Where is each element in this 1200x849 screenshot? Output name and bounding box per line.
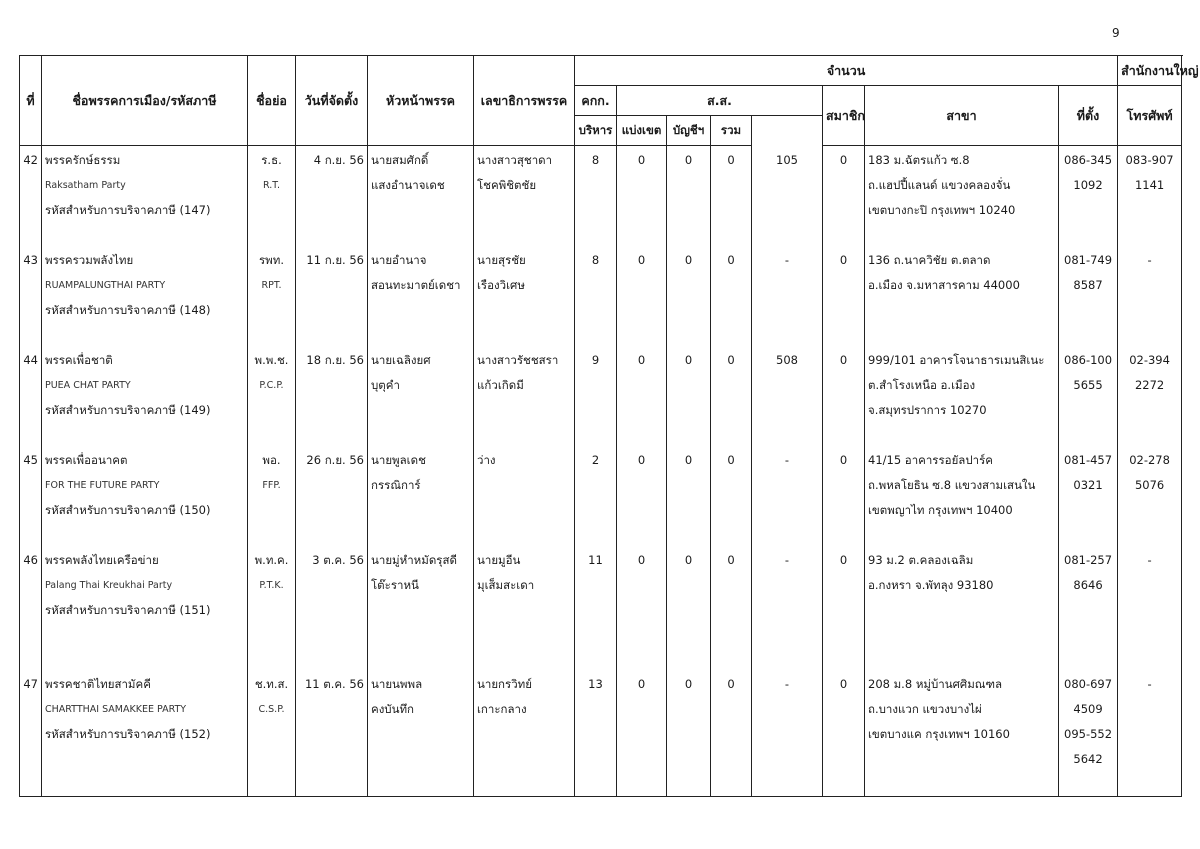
address-line: อ.กงหรา จ.พัทลุง 93180 [868, 577, 994, 592]
executive-count: 9 [591, 352, 600, 367]
address-line: ถ.แฮปปี้แลนด์ แขวงคลองจั่น [868, 178, 1011, 192]
address-line: ต.สำโรงเหนือ อ.เมือง [868, 377, 976, 392]
mp-total-count: 0 [727, 153, 735, 167]
mp-district-count: 0 [637, 452, 646, 467]
leader-cell [368, 546, 474, 670]
secretary-cell [474, 146, 575, 246]
fax-cell [1118, 246, 1182, 346]
founded-date: 4 ก.ย. 56 [313, 153, 364, 167]
members-count-cell [752, 546, 823, 670]
table-row [20, 146, 1182, 246]
mp-list-count: 0 [684, 452, 693, 467]
fax-cell [1118, 346, 1182, 446]
row-number-value: 45 [23, 452, 38, 467]
leader-name-line: นายมู่หำหมัดรุสดี [371, 552, 457, 567]
leader-name-line: นายสมศักดิ์ [371, 153, 429, 167]
abbreviation-cell [248, 670, 296, 797]
table-row [20, 670, 1182, 797]
executive-count-cell [575, 446, 617, 546]
address-line: ถ.บางแวก แขวงบางไผ่ [868, 701, 982, 716]
phone-cell [1059, 346, 1118, 446]
mp-list-count-cell [667, 446, 711, 546]
secretary-name-line: เกาะกลาง [477, 701, 527, 716]
party-name-english: PUEA CHAT PARTY [45, 379, 131, 391]
leader-name-line: นายพูลเดช [371, 452, 426, 467]
mp-district-count: 0 [637, 352, 646, 367]
address-cell [865, 670, 1059, 797]
leader-name-line: กรรณิการ์ [371, 477, 421, 492]
header-no: ที่ [20, 56, 42, 146]
secretary-name-line: นายมูอีน [477, 552, 521, 567]
party-name-cell [42, 446, 248, 546]
party-name-english: CHARTTHAI SAMAKKEE PARTY [45, 703, 187, 715]
leader-name-line: คงบันทึก [371, 701, 415, 716]
fax-line: 083-907 [1125, 153, 1174, 167]
phone-cell [1059, 546, 1118, 670]
executive-count: 13 [588, 676, 603, 691]
address-cell [865, 546, 1059, 670]
founded-date: 11 ก.ย. 56 [306, 252, 364, 267]
abbreviation-thai: รพท. [259, 252, 284, 267]
secretary-name-line: เรืองวิเศษ [477, 277, 525, 292]
leader-name-line: สอนทะมาตย์เดชา [371, 277, 461, 292]
party-name-english: RUAMPALUNGTHAI PARTY [45, 279, 166, 291]
abbreviation-english: P.T.K. [259, 579, 284, 591]
row-number [20, 246, 42, 346]
secretary-cell [474, 670, 575, 797]
mp-district-count-cell [617, 146, 667, 246]
phone-line: 4509 [1073, 701, 1103, 716]
phone-line: 081-749 [1064, 252, 1113, 267]
mp-total-count-cell [711, 246, 752, 346]
abbreviation-cell [248, 546, 296, 670]
secretary-cell [474, 546, 575, 670]
abbreviation-english: C.S.P. [258, 703, 285, 715]
phone-cell [1059, 670, 1118, 797]
members-count-cell [752, 446, 823, 546]
phone-cell [1059, 446, 1118, 546]
phone-cell [1059, 246, 1118, 346]
party-name-thai: พรรครักษ์ธรรม [45, 153, 121, 167]
address-line: 999/101 อาคารโจนาธารเมนสิเนะ [868, 352, 1045, 367]
address-cell [865, 246, 1059, 346]
party-name-thai: พรรคเพื่ออนาคต [45, 452, 128, 467]
address-line: เขตบางกะปิ กรุงเทพฯ 10240 [868, 203, 1016, 217]
address-line: อ.เมือง จ.มหาสารคาม 44000 [868, 277, 1020, 292]
address-line: 41/15 อาคารรอยัลปาร์ค [868, 452, 993, 467]
phone-line: 095-552 [1064, 726, 1113, 741]
tax-donation-code: รหัสสำหรับการบริจาคภาษี (151) [45, 602, 211, 617]
branches-count: 0 [839, 452, 848, 467]
secretary-name-line: นางสาวสุชาดา [477, 153, 553, 167]
header-founded-date: วันที่จัดตั้ง [296, 56, 368, 146]
mp-list-count: 0 [684, 252, 693, 267]
executive-count-cell [575, 670, 617, 797]
party-name-thai: พรรคพลังไทยเครือข่าย [45, 552, 159, 567]
table-row [20, 246, 1182, 346]
fax-line: - [1147, 252, 1152, 267]
tax-donation-code: รหัสสำหรับการบริจาคภาษี (150) [45, 502, 211, 517]
party-name-cell [42, 246, 248, 346]
mp-list-count: 0 [684, 153, 693, 167]
abbreviation-cell [248, 146, 296, 246]
branches-count-cell [823, 246, 865, 346]
secretary-name-line: แก้วเกิดมี [477, 377, 524, 392]
abbreviation-thai: ร.ธ. [261, 153, 282, 167]
fax-line: 5076 [1134, 477, 1165, 492]
abbreviation-thai: พอ. [262, 452, 281, 467]
branches-count: 0 [839, 252, 848, 267]
fax-line: - [1147, 552, 1152, 567]
mp-district-count: 0 [637, 153, 646, 167]
members-count-cell [752, 670, 823, 797]
branches-count: 0 [839, 352, 848, 367]
founded-date: 3 ต.ค. 56 [312, 552, 364, 567]
branches-count-cell [823, 446, 865, 546]
party-name-cell [42, 546, 248, 670]
mp-district-count: 0 [637, 252, 646, 267]
phone-line: 5642 [1073, 751, 1103, 766]
page-number: 9 [1112, 26, 1120, 40]
branches-count: 0 [839, 153, 848, 167]
party-name-thai: พรรคเพื่อชาติ [45, 352, 113, 367]
founded-date-cell [296, 546, 368, 670]
address-cell [865, 346, 1059, 446]
row-number [20, 546, 42, 670]
mp-district-count: 0 [637, 676, 646, 691]
secretary-cell [474, 246, 575, 346]
abbreviation-english: P.C.P. [259, 379, 284, 391]
row-number-value: 43 [23, 252, 38, 267]
mp-list-count-cell [667, 246, 711, 346]
mp-district-count-cell [617, 670, 667, 797]
founded-date: 11 ต.ค. 56 [304, 676, 364, 691]
address-line: 93 ม.2 ต.คลองเฉลิม [868, 552, 974, 567]
address-line: จ.สมุทรปราการ 10270 [868, 402, 987, 417]
members-count: - [784, 676, 790, 691]
members-count-cell [752, 146, 823, 246]
founded-date-cell [296, 146, 368, 246]
party-name-cell [42, 346, 248, 446]
party-name-english: FOR THE FUTURE PARTY [45, 479, 160, 491]
branches-count: 0 [839, 552, 848, 567]
phone-line: 086-100 [1064, 352, 1113, 367]
address-line: 208 ม.8 หมู่บ้านศศิมณฑล [868, 676, 1003, 691]
tax-donation-code: รหัสสำหรับการบริจาคภาษี (152) [45, 726, 211, 741]
row-number-value: 44 [23, 352, 38, 367]
header-headquarters-group: สำนักงานใหญ่ [1118, 56, 1182, 86]
abbreviation-thai: พ.ท.ค. [254, 552, 289, 567]
executive-count: 8 [591, 252, 600, 267]
row-number [20, 446, 42, 546]
secretary-name-line: โชคพิชิตชัย [477, 178, 537, 192]
phone-line: 081-257 [1064, 552, 1113, 567]
secretary-name-line: มุเส็มสะเดา [477, 577, 535, 592]
phone-line: 1092 [1073, 178, 1103, 192]
mp-list-count: 0 [684, 352, 693, 367]
executive-count: 8 [591, 153, 600, 167]
mp-list-count-cell [667, 346, 711, 446]
row-number [20, 346, 42, 446]
header-party-leader: หัวหน้าพรรค [368, 56, 474, 146]
party-name-thai: พรรคชาติไทยสามัคคี [45, 676, 151, 691]
fax-cell [1118, 446, 1182, 546]
mp-total-count: 0 [727, 552, 735, 567]
header-members: สมาชิก [823, 86, 865, 146]
leader-name-line: แสงอำนาจเดช [371, 178, 445, 192]
mp-list-count: 0 [684, 676, 693, 691]
members-count: - [784, 452, 790, 467]
fax-line: 2272 [1134, 377, 1165, 392]
header-secretary-general: เลขาธิการพรรค [474, 56, 575, 146]
header-mp-group: ส.ส. [617, 86, 823, 116]
phone-line: 0321 [1073, 477, 1103, 492]
abbreviation-cell [248, 346, 296, 446]
mp-list-count-cell [667, 546, 711, 670]
branches-count-cell [823, 670, 865, 797]
executive-count-cell [575, 346, 617, 446]
party-name-cell [42, 670, 248, 797]
secretary-name-line: ว่าง [477, 452, 496, 467]
branches-count-cell [823, 146, 865, 246]
mp-total-count-cell [711, 670, 752, 797]
founded-date: 26 ก.ย. 56 [306, 452, 364, 467]
mp-district-count-cell [617, 346, 667, 446]
fax-cell [1118, 146, 1182, 246]
header-count-group: จำนวน [575, 56, 1118, 86]
phone-line: 8587 [1073, 277, 1103, 292]
mp-district-count-cell [617, 446, 667, 546]
abbreviation-cell [248, 446, 296, 546]
address-cell [865, 446, 1059, 546]
secretary-name-line: นายสุรชัย [477, 252, 526, 267]
mp-total-count: 0 [727, 252, 735, 267]
branches-count-cell [823, 546, 865, 670]
header-party-name: ชื่อพรรคการเมือง/รหัสภาษี [42, 56, 248, 146]
founded-date: 18 ก.ย. 56 [306, 352, 364, 367]
executive-count-cell [575, 246, 617, 346]
tax-donation-code: รหัสสำหรับการบริจาคภาษี (148) [45, 302, 211, 317]
phone-line: 5655 [1073, 377, 1103, 392]
secretary-cell [474, 446, 575, 546]
leader-cell [368, 346, 474, 446]
mp-district-count: 0 [637, 552, 646, 567]
founded-date-cell [296, 346, 368, 446]
mp-total-count-cell [711, 146, 752, 246]
header-mp-party-list: บัญชีฯ [667, 116, 711, 146]
phone-cell [1059, 146, 1118, 246]
members-count-cell [752, 246, 823, 346]
abbreviation-thai: พ.พ.ช. [254, 352, 289, 367]
row-number-value: 42 [23, 153, 38, 167]
tax-donation-code: รหัสสำหรับการบริจาคภาษี (147) [45, 203, 211, 217]
address-line: เขตบางแค กรุงเทพฯ 10160 [868, 726, 1010, 741]
members-count: 105 [776, 152, 798, 167]
leader-name-line: นายเฉลิงยศ [371, 352, 431, 367]
leader-cell [368, 670, 474, 797]
executive-count-cell [575, 546, 617, 670]
branches-count: 0 [839, 676, 848, 691]
fax-line: - [1147, 676, 1152, 691]
address-line: 136 ถ.นาควิชัย ต.ตลาด [868, 252, 991, 267]
leader-name-line: นายอำนาจ [371, 252, 427, 267]
leader-name-line: บุตุคำ [371, 377, 400, 392]
table-row [20, 346, 1182, 446]
address-line: 183 ม.ฉัตรแก้ว ซ.8 [868, 153, 970, 167]
abbreviation-english: R.T. [263, 180, 280, 191]
header-executive-board: บริหาร [575, 116, 617, 146]
fax-cell [1118, 546, 1182, 670]
mp-total-count-cell [711, 546, 752, 670]
abbreviation-thai: ช.ท.ส. [254, 676, 289, 691]
address-line: ถ.พหลโยธิน ซ.8 แขวงสามเสนใน [868, 477, 1036, 492]
table-body [20, 146, 1182, 797]
members-count: - [784, 252, 790, 267]
abbreviation-english: RPT. [261, 279, 282, 291]
secretary-name-line: นางสาวรัชชสรา [477, 352, 559, 367]
fax-line: 1141 [1134, 178, 1165, 192]
mp-total-count-cell [711, 346, 752, 446]
header-executive-committee: คกก. [575, 86, 617, 116]
row-number-value: 46 [23, 552, 38, 567]
fax-cell [1118, 670, 1182, 797]
phone-line: 8646 [1073, 577, 1103, 592]
row-number [20, 670, 42, 797]
founded-date-cell [296, 446, 368, 546]
table-row [20, 446, 1182, 546]
row-number-value: 47 [23, 676, 38, 691]
members-count: 508 [776, 352, 798, 367]
abbreviation-cell [248, 246, 296, 346]
phone-line: 080-697 [1064, 676, 1113, 691]
members-count: - [784, 552, 790, 567]
executive-count: 11 [588, 552, 603, 567]
executive-count-cell [575, 146, 617, 246]
row-number [20, 146, 42, 246]
secretary-name-line: นายกรวิทย์ [477, 676, 532, 691]
fax-line: 02-278 [1129, 452, 1170, 467]
header-phone: โทรศัพท์ [1118, 86, 1182, 146]
leader-name-line: นายนพพล [371, 676, 423, 691]
party-name-thai: พรรครวมพลังไทย [45, 252, 134, 267]
header-branches: สาขา [865, 86, 1059, 146]
founded-date-cell [296, 246, 368, 346]
party-name-english: Palang Thai Kreukhai Party [45, 579, 173, 591]
leader-cell [368, 446, 474, 546]
header-mp-district: แบ่งเขต [617, 116, 667, 146]
mp-list-count-cell [667, 146, 711, 246]
phone-line: 086-345 [1064, 153, 1113, 167]
founded-date-cell [296, 670, 368, 797]
political-parties-table [19, 55, 1199, 797]
party-name-english: Raksatham Party [45, 180, 126, 191]
mp-total-count: 0 [727, 676, 735, 691]
header-address: ที่ตั้ง [1059, 86, 1118, 146]
party-name-cell [42, 146, 248, 246]
mp-district-count-cell [617, 546, 667, 670]
tax-donation-code: รหัสสำหรับการบริจาคภาษี (149) [45, 402, 211, 417]
mp-list-count-cell [667, 670, 711, 797]
header-abbreviation: ชื่อย่อ [248, 56, 296, 146]
header-mp-total: รวม [711, 116, 752, 146]
leader-name-line: โต๊ะราหนี [371, 577, 419, 592]
fax-line: 02-394 [1129, 352, 1170, 367]
address-cell [865, 146, 1059, 246]
members-count-cell [752, 346, 823, 446]
mp-district-count-cell [617, 246, 667, 346]
leader-cell [368, 246, 474, 346]
leader-cell [368, 146, 474, 246]
mp-total-count-cell [711, 446, 752, 546]
executive-count: 2 [591, 452, 600, 467]
secretary-cell [474, 346, 575, 446]
abbreviation-english: FFP. [262, 479, 281, 491]
mp-total-count: 0 [727, 352, 735, 367]
branches-count-cell [823, 346, 865, 446]
mp-list-count: 0 [684, 552, 693, 567]
phone-line: 081-457 [1064, 452, 1113, 467]
address-line: เขตพญาไท กรุงเทพฯ 10400 [868, 502, 1013, 517]
mp-total-count: 0 [727, 452, 735, 467]
table-row [20, 546, 1182, 670]
